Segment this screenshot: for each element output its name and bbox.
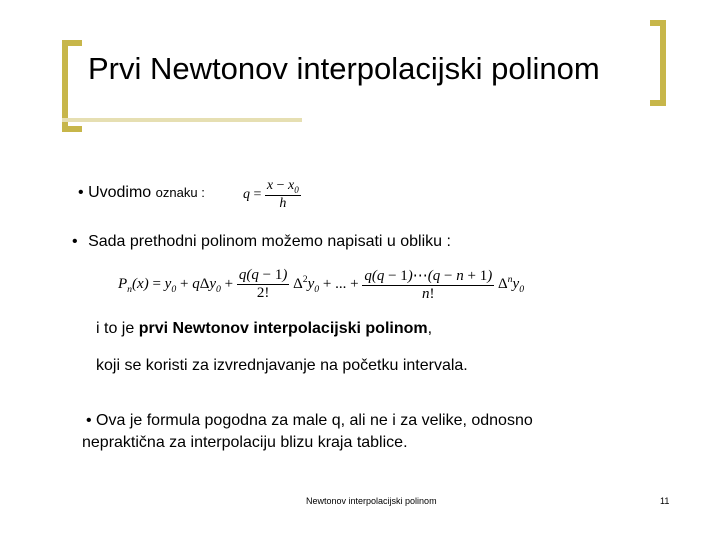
note-line-2: nepraktična za interpolaciju blizu kraja tablice. [82, 434, 408, 451]
footer-text: Newtonov interpolacijski polinom [306, 496, 437, 506]
bullet-formula-text: Sada prethodni polinom možemo napisati u obliku : [88, 233, 451, 250]
right-bracket-top [650, 20, 666, 26]
bullet-formula [72, 233, 451, 251]
bullet-intro-text: Uvodimo [88, 184, 152, 201]
slide-title: Prvi Newtonov interpolacijski polinom [88, 51, 600, 86]
definition-line [96, 320, 432, 338]
bullet-intro-small: oznaku : [155, 185, 205, 200]
bullet-intro [78, 184, 205, 202]
usage-line: koji se koristi za izvrednjavanje na početku intervala. [96, 357, 468, 374]
bullet-marker: • [78, 184, 84, 201]
definition-bold: prvi Newtonov interpolacijski polinom [138, 320, 428, 337]
left-bracket-bottom [62, 126, 82, 132]
note-line-1: • Ova je formula pogodna za male q, ali ne i za velike, odnosno [86, 412, 533, 429]
definition-suffix: , [427, 320, 433, 337]
formula-q: q = $\frac{x - x_0}{h}$ [243, 178, 299, 211]
bullet-marker: • [72, 233, 78, 250]
formula-newton-polynomial: $P_n(x) = y_0 + q\Delta y_0$ + $\frac{q(q - 1)}{2!}$ $\Delta^2y_0$ + ... + $\frac{q(q - 1)\cdots(q - n + 1)}{n!}$ $\Delta^ny_0$ [118, 267, 525, 302]
definition-prefix: i to je [96, 320, 139, 337]
page-number: 11 [660, 496, 670, 506]
left-bracket-top [62, 40, 82, 46]
right-bracket-bottom [650, 100, 666, 106]
title-underline [62, 118, 302, 122]
right-bracket-bar [660, 20, 666, 106]
